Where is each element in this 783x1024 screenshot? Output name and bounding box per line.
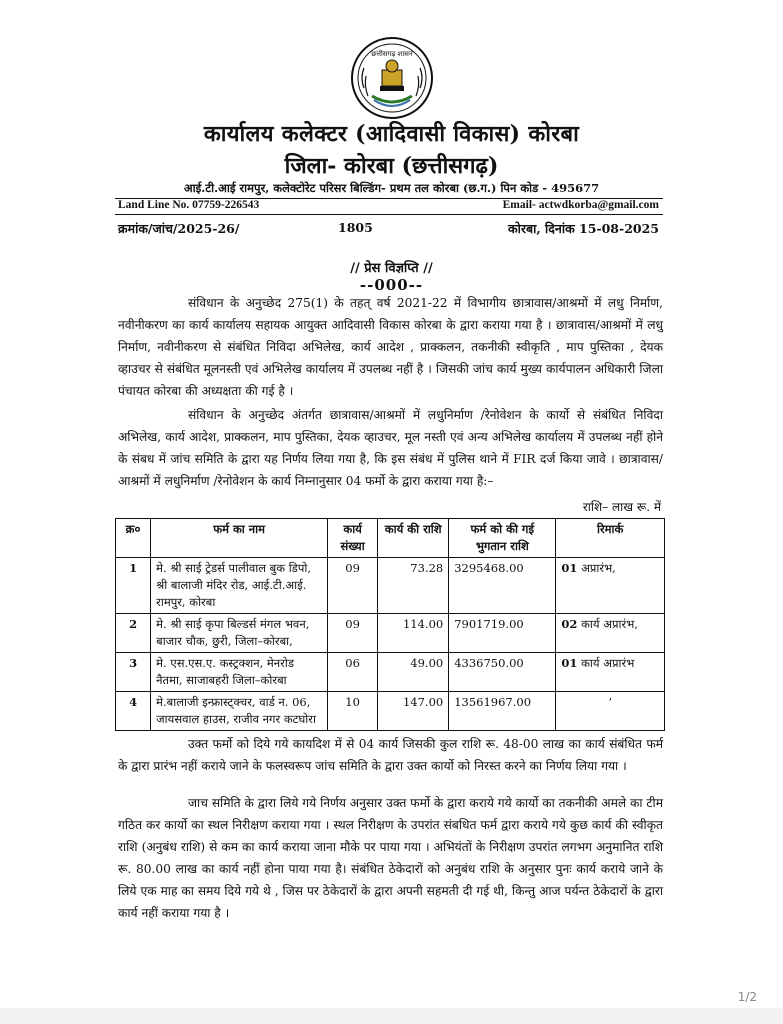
table-header-row (116, 519, 665, 558)
remark-count: 02 (561, 617, 578, 631)
government-seal-logo (350, 36, 434, 120)
row-firm: मे. श्री साई कृपा बिल्डर्स मंगल भवन, बाजार चौक, छुरी, जिला–कोरबा, (151, 614, 328, 653)
row-count: 09 (328, 558, 378, 614)
landline-number: Land Line No. 07759-226543 (118, 199, 260, 211)
row-paid: 13561967.00 (449, 692, 556, 731)
reference-number: 1805 (338, 220, 373, 235)
column-header-count: कार्य संख्या (328, 519, 378, 558)
table-row (116, 614, 665, 653)
remark-count: 01 (561, 656, 578, 670)
row-serial: 2 (116, 614, 151, 653)
row-count: 10 (328, 692, 378, 731)
paragraph-3: उक्त फर्मो को दिये गये कायदिश में से 04 कार्य जिसकी कुल राशि रू. 48-00 लाख का कार्य संबंधित फर्म के द्वारा प्रारंभ नहीं कराये जाने के फलस्वरूप जांच समिति के द्वारा उक्त कार्यो को निरस्त करने का निर्णय लिया गया । (118, 737, 663, 773)
paragraph-2: संविधान के अनुच्छेद अंतर्गत छात्रावास/आश्रमों में लधुनिर्माण /रेनोवेशन के कार्यो से संबंधित निविदा अभिलेख, कार्य आदेश, प्राक्कलन, माप पुस्तिका, देयक व्हाउचर, मूल नस्ती एवं अन्य अभिलेख कार्यालय में उपलब्ध नहीं होने के संबध में जांच समिति के द्वारा यह निर्णय लिया गया है, कि इस संबंध में पुलिस थाने में FIR दर्ज किया जावे । छात्रावास/आश्रमों में लधुनिर्माण /रेनोवेशन के कार्य निम्नानुसार 04 फर्मो के द्वारा कराया गया है:– (118, 408, 663, 488)
row-paid: 4336750.00 (449, 653, 556, 692)
viewer-bottom-bar (0, 1008, 783, 1024)
remark-count: 01 (561, 561, 578, 575)
row-count: 09 (328, 614, 378, 653)
column-header-remark: रिमार्क (556, 519, 665, 558)
office-address: आई.टी.आई रामपुर, कलेक्टोरेट परिसर बिल्डिंग- प्रथम तल कोरबा (छ.ग.) पिन कोड - 495677 (183, 181, 600, 195)
row-firm: मे. एस.एस.ए. कस्ट्रक्शन, मेनरोड नैतमा, साजाबहरी जिला–कोरबा (151, 653, 328, 692)
remark-text: अप्रारंभ, (581, 561, 616, 575)
header-rule-bottom (115, 214, 663, 215)
row-count: 06 (328, 653, 378, 692)
paragraph-4: जाच समिति के द्वारा लिये गये निर्णय अनुसार उक्त फर्मो के द्वारा कराये गये कार्यो का तकनीकी अमले का टीम गठित कर कार्यो का स्थल निरीक्षण कराया गया । स्थल निरीक्षण के उपरांत संबधित फर्म द्वारा कराये गये कुछ कार्य की स्वीकृत राशि (अनुबंध राशि) से कम का कार्य कराया जाना मौके पर पाया गया । अभियंतों के निरीक्षण उपरांत लगभग अनुमानित राशि रू. 80.00 लाख का कार्य नहीं होना पाया गया है। संबंधित ठेकेदारों को अनुबंध राशि के अनुसार पुनः कार्य कराये जाने के लिये एक माह का समय दिये गये थे , जिस पर ठेकेदारों के द्वारा अपनी सहमती दी गई थी, किन्तु आज पर्यन्त ठेकेदारों के द्वारा कार्य नहीं कराया गया है । (118, 796, 663, 920)
row-amount: 114.00 (378, 614, 449, 653)
row-amount: 49.00 (378, 653, 449, 692)
remark-text: कार्य अप्रारंभ, (581, 617, 638, 631)
row-paid: 7901719.00 (449, 614, 556, 653)
document-date: कोरबा, दिनांक 15-08-2025 (508, 221, 659, 236)
row-amount: 147.00 (378, 692, 449, 731)
remark-text: कार्य अप्रारंभ (581, 656, 635, 670)
amount-unit-note: राशि– लाख रू. में (582, 500, 661, 514)
table-row (116, 692, 665, 731)
reference-label: क्रमांक/जांच/2025-26/ (118, 221, 240, 236)
row-remark (556, 614, 665, 653)
table-row (116, 653, 665, 692)
row-firm: मे. श्री साई ट्रेडर्स पालीवाल बुक डिपो, श्री बालाजी मंदिर रोड, आई.टी.आई. रामपुर, कोरबा (151, 558, 328, 614)
press-release-heading: // प्रेस विज्ञप्ति // (350, 261, 433, 276)
row-serial: 3 (116, 653, 151, 692)
row-remark (556, 653, 665, 692)
row-amount: 73.28 (378, 558, 449, 614)
column-header-amount: कार्य की राशि (378, 519, 449, 558)
remark-text: ’ (608, 695, 613, 709)
office-title: कार्यालय कलेक्टर (आदिवासी विकास) कोरबा (203, 121, 580, 147)
svg-text:छत्तीसगढ़ शासन: छत्तीसगढ़ शासन (371, 50, 413, 58)
column-header-serial: क्र० (116, 519, 151, 558)
column-header-paid: फर्म को की गई भुगतान राशि (449, 519, 556, 558)
district-title: जिला- कोरबा (छत्तीसगढ़) (284, 153, 499, 179)
paragraph-1: संविधान के अनुच्छेद 275(1) के तहत् वर्ष 2021-22 में विभागीय छात्रावास/आश्रमों में लधु निर्माण, नवीनीकरण का कार्य कार्यालय सहायक आयुक्त आदिवासी विकास कोरबा के द्वारा कराया गया है । छात्रावास/आश्रमों में लधु निर्माण, नवीनीकरण से संबंधित निविदा अभिलेख, कार्य आदेश , प्राक्कलन, तकनीकी स्वीकृति , माप पुस्तिका , देयक व्हाउचर से संबंधित मूलनस्ती एवं अभिलेख कार्यालय में उपलब्ध नहीं है । जिसकी जांच कार्य मुख्य कार्यपालन अधिकारी जिला पंचायत कोरबा की अध्यक्षता की गई है । (118, 296, 663, 398)
column-header-firm: फर्म का नाम (151, 519, 328, 558)
row-serial: 4 (116, 692, 151, 731)
row-serial: 1 (116, 558, 151, 614)
page-indicator: 1/2 (737, 990, 757, 1004)
section-divider: --000-- (359, 276, 424, 294)
email-address: Email- actwdkorba@gmail.com (502, 199, 659, 211)
row-remark (556, 558, 665, 614)
firms-table (115, 518, 665, 731)
row-paid: 3295468.00 (449, 558, 556, 614)
table-row (116, 558, 665, 614)
row-remark (556, 692, 665, 731)
row-firm: मे.बालाजी इन्फ्रास्ट्क्चर, वार्ड न. 06, जायसवाल हाउस, राजीव नगर कटघोरा (151, 692, 328, 731)
